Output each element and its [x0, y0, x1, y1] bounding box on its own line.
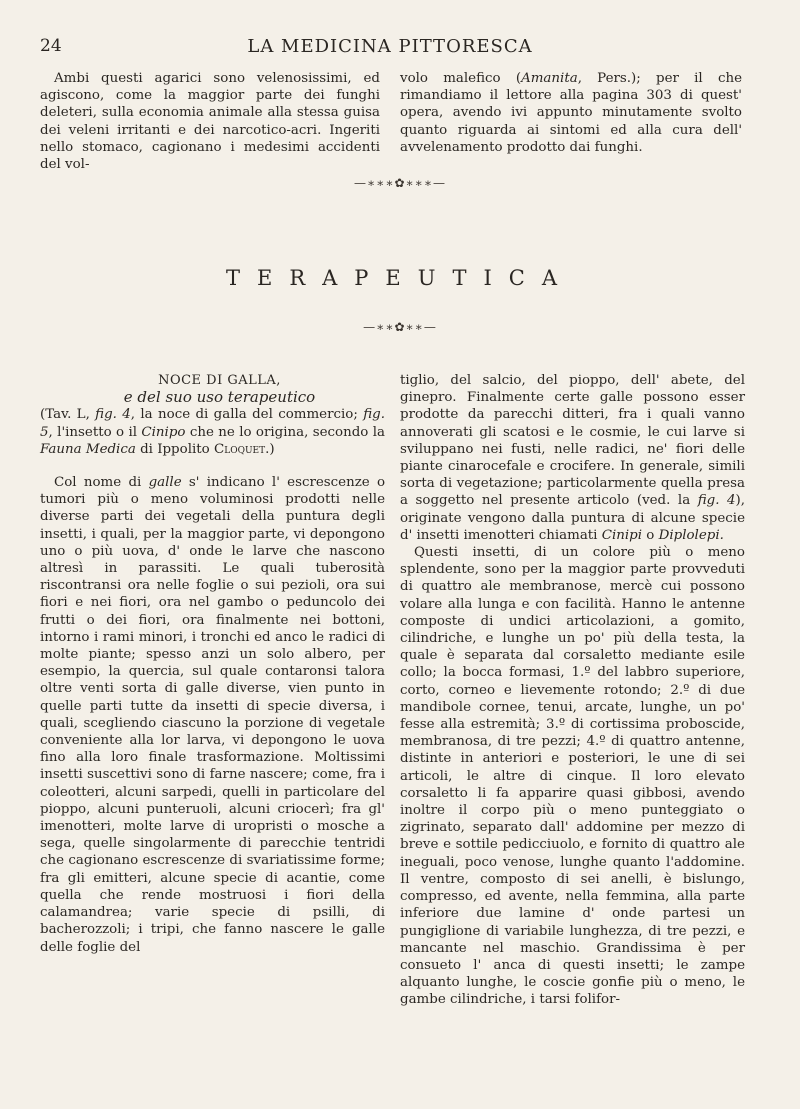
- article-title: NOCE DI GALLA,: [158, 373, 281, 388]
- intro-right-column: [400, 70, 742, 156]
- term-cinipi: Cinipi: [601, 527, 643, 543]
- ref-fauna-medica: Fauna Medica: [40, 441, 136, 457]
- ref-author: Cloquet.: [213, 441, 270, 457]
- r1-text-a: tiglio, del salcio, del pioppo, dell' abete, del ginepro. Finalmente certe galle possono esser prodotte da parecchi ditteri, fra i quali vanno annoverati gli scatosi e le cosmie, le cui larve si sviluppano nei fusti, nelle radici, ne' fiori delle piante cinarocefale e crocifere. In generale, simili sorta di vegetazione; particolarmente quella presa a soggetto nel presente articolo (ved. la: [400, 373, 745, 509]
- intro-left-paragraph: Ambi questi agarici sono velenosissimi, ed agiscono, come la maggior parte dei funghi deleteri, sulla economia animale alla stessa guisa dei veleni irritanti e dei narcotico-acri. Ingeriti nello stomaco, cagionano i medesimi accidenti del vol-: [40, 71, 380, 173]
- article-right-column: [400, 372, 745, 1009]
- term-diplolepi: Diplolepi.: [658, 527, 724, 543]
- ref-fig-5: fig. 5: [40, 407, 385, 440]
- article-paragraph-2: Questi insetti, di un colore più o meno splendente, sono per la maggior parte provveduti di quattro ale membranose, mercè cui possono volare alla lunga e con facilità. Hanno le antenne composte di undici articolazioni, a gomito, cilindriche, e lunghe un po' più della testa, la quale è separata dal corsaletto mediante esile collo; la bocca formasi, 1.º del labbro superiore, corto, corneo e lievemente rotondo; 2.º di due mandibole cornee, tenui, arcate, lunghe, un po' fesse alla estremità; 3.º di cortissima proboscide, membranosa, di tre pezzi; 4.º di quattro antenne, distinte in anteriori e posteriori, le une di sei articoli, le altre di cinque. Il loro elevato corsaletto li fa apparire quasi gibbosi, avendo inoltre il corpo più o meno punteggiato o zigrinato, separato dall' addomine per mezzo di breve e sottile pedicciuolo, e fornito di quattro ale ineguali, poco venose, lunghe quanto l'addomine. Il ventre, composto di sei anelli, è bislungo, compresso, ed avente, nella femmina, alla parte inferiore due lamine d' onde partesi un pungiglione di variabile lunghezza, di tre pezzi, e mancante nel maschio. Grandissima è per consueto l' anca di questi insetti; le zampe alquanto lunghe, le coscie gonfie più o meno, le gambe cilindriche, i tarsi folifor-: [400, 545, 745, 1008]
- genus-amanita: Amanita: [521, 71, 578, 86]
- ref-text-d: che ne lo origina, secondo la: [185, 424, 386, 440]
- article-paragraph-continued: [400, 372, 745, 544]
- ref-text-b: , la noce di galla del commercio;: [130, 407, 364, 423]
- r1-text-b: ), originate vengono dalla puntura di alcune specie d' insetti imenotteri chiamati: [400, 493, 745, 543]
- term-galle: galle: [148, 475, 182, 491]
- intro-right-paragraph: [400, 70, 742, 156]
- p1-text-a: Col nome di: [54, 475, 149, 491]
- ref-cinipo: Cinipo: [141, 424, 186, 440]
- page-header: [40, 36, 740, 64]
- r1-text-c: o: [642, 527, 659, 543]
- section-title: TERAPEUTICA: [225, 266, 574, 290]
- page-number: 24: [40, 36, 62, 56]
- ref-text-f: ): [269, 441, 275, 457]
- running-title: LA MEDICINA PITTORESCA: [247, 36, 533, 57]
- ref-text-e: di Ippolito: [135, 441, 214, 457]
- ref-text-c: , l'insetto o il: [48, 424, 142, 440]
- intro-left-column: [40, 70, 380, 173]
- r1-fig-4: fig. 4: [697, 493, 736, 509]
- article-left-column: [40, 372, 385, 956]
- ornament-divider-top: —∗∗∗✿∗∗∗—: [354, 176, 446, 190]
- article-paragraph-1: [40, 474, 385, 956]
- plate-reference: [40, 406, 385, 458]
- intro-right-text-a: volo malefico (: [400, 71, 522, 86]
- article-subtitle: e del suo uso terapeutico: [123, 388, 316, 407]
- ornament-divider-bottom: —∗∗✿∗∗—: [363, 320, 437, 334]
- ref-text-a: (Tav. L,: [40, 407, 96, 423]
- ref-fig-4: fig. 4: [95, 407, 131, 423]
- p1-text-b: s' indicano l' escrescenze o tumori più o meno voluminosi prodotti nelle diverse parti dei vegetali della puntura degli insetti, i quali, per la maggior parte, vi depongono uno o più uova, d' onde le larve che nascono altresì in parassiti. Le quali tuberosità riscontransi ora nelle foglie o sui pezioli, ora sui fiori e nei fiori, ora nel gambo o peduncolo dei frutti o dei fiori, ora finalmente nei bottoni, intorno i rami minori, i tronchi ed anco le radici di molte piante; spesso anzi un solo albero, per esempio, la quercia, sul quale contaronsi talora oltre venti sorta di galle diverse, vien punto in quelle parti tutte da insetti di specie diversa, i quali, scegliendo ciascuno la porzione di vegetale conveniente alla lor larva, vi depongono le uova fino alla loro finale trasformazione. Moltissimi insetti suscettivi sono di farne nascere; come, fra i coleotteri, alcuni sarpedi, quelli in particolare del pioppo, alcuni punteruoli, alcuni criocerì; fra gl' imenotteri, molte larve di uropristi o mosche a sega, quelle singolarmente di parecchie tentridi che cagionano escrescenze di svariatissime forme; fra gli emitteri, alcune specie di acantie, come quella che rende mostruosi i fiori della calamandrea; varie specie di psilli, di bacherozzoli; i tripi, che fanno nascere le galle delle foglie del: [40, 475, 386, 955]
- intro-right-text-b: , Pers.); per il che rimandiamo il lettore alla pagina 303 di quest' opera, avendo ivi appunto minutamente svolto quanto riguarda ai sintomi ed alla cura dell' avvelenamento prodotto dai funghi.: [400, 71, 742, 155]
